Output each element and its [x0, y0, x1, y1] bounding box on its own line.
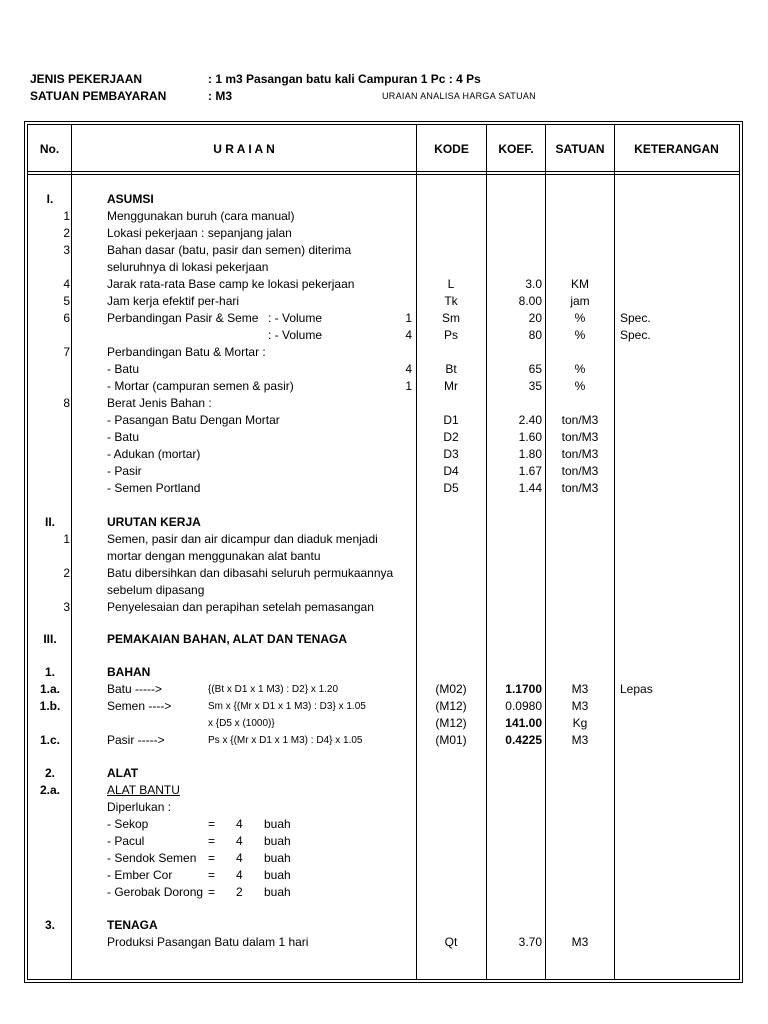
table-row: [0, 446, 768, 463]
row-satuan: jam: [570, 294, 590, 308]
table-row: [0, 765, 768, 782]
row-kode: D5: [443, 481, 459, 495]
row-uraian: Semen ---->: [107, 699, 172, 713]
header-divider: [27, 174, 739, 175]
row-uraian: - Batu: [107, 362, 140, 376]
table-row: [0, 378, 768, 395]
row-uraian: - Pasangan Batu Dengan Mortar: [107, 413, 280, 427]
row-uraian: - Pacul: [107, 834, 145, 848]
row-qty: 4: [236, 868, 243, 882]
row-kode: Tk: [444, 294, 458, 308]
row-uraian: TENAGA: [107, 918, 158, 932]
row-kode: (M12): [435, 699, 467, 713]
row-koef: 0.4225: [505, 733, 542, 747]
table-row: [0, 293, 768, 310]
row-volume-label: : - Volume: [268, 328, 323, 342]
row-volume-label: : - Volume: [268, 311, 323, 325]
row-ratio: 4: [405, 362, 412, 376]
row-uraian: Diperlukan :: [107, 800, 172, 814]
row-no: 6: [63, 311, 70, 325]
row-koef: 1.80: [518, 447, 542, 461]
table-row: [0, 732, 768, 749]
row-uraian: ALAT: [107, 766, 139, 780]
row-no: 1.: [44, 665, 55, 679]
row-uraian: Jam kerja efektif per-hari: [107, 294, 240, 308]
row-qty: 2: [236, 885, 243, 899]
table-row: [0, 833, 768, 850]
row-no: III.: [43, 632, 57, 646]
row-kode: (M02): [435, 682, 467, 696]
table-row: [0, 242, 768, 259]
row-equals: =: [208, 868, 216, 882]
row-uraian: Bahan dasar (batu, pasir dan semen) diterima: [107, 243, 352, 257]
row-kode: (M01): [435, 733, 467, 747]
row-uraian: Pasir ----->: [107, 733, 165, 747]
row-no: 2: [63, 566, 70, 580]
table-row: [0, 850, 768, 867]
row-satuan: %: [574, 311, 586, 325]
row-uraian: - Adukan (mortar): [107, 447, 201, 461]
row-formula: Ps x {(Mr x D1 x 1 M3) : D4} x 1.05: [208, 735, 363, 746]
row-formula: Sm x {(Mr x D1 x 1 M3) : D3} x 1.05: [208, 701, 366, 712]
row-equals: =: [208, 885, 216, 899]
table-row: [0, 917, 768, 934]
jenis-pekerjaan-label: JENIS PEKERJAAN: [30, 72, 143, 86]
row-satuan: M3: [571, 682, 589, 696]
row-koef: 1.67: [518, 464, 542, 478]
table-row: [0, 816, 768, 833]
col-header-satuan: SATUAN: [555, 142, 605, 156]
row-uraian: Semen, pasir dan air dicampur dan diaduk menjadi: [107, 532, 378, 546]
row-unit: buah: [264, 851, 291, 865]
row-no: I.: [46, 192, 54, 206]
row-satuan: M3: [571, 733, 589, 747]
row-qty: 4: [236, 851, 243, 865]
table-row: [0, 681, 768, 698]
row-keterangan: Spec.: [620, 311, 651, 325]
row-koef: 20: [528, 311, 542, 325]
satuan-pembayaran-label: SATUAN PEMBAYARAN: [30, 89, 167, 103]
table-row: [0, 463, 768, 480]
row-satuan: Kg: [572, 716, 588, 730]
row-formula: x {D5 x (1000)}: [208, 718, 275, 729]
row-uraian: Berat Jenis Bahan :: [107, 396, 212, 410]
table-row: [0, 344, 768, 361]
table-row: [0, 631, 768, 648]
row-no: 2: [63, 226, 70, 240]
row-kode: L: [447, 277, 455, 291]
document-subtitle: URAIAN ANALISA HARGA SATUAN: [382, 91, 536, 101]
row-uraian: Jarak rata-rata Base camp ke lokasi pekerjaan: [107, 277, 355, 291]
table-row: [0, 327, 768, 344]
table-row: [0, 884, 768, 901]
table-row: [0, 934, 768, 951]
row-no: II.: [44, 515, 55, 529]
row-equals: =: [208, 851, 216, 865]
row-satuan: KM: [571, 277, 589, 291]
row-satuan: ton/M3: [561, 413, 599, 427]
row-no: 3.: [44, 918, 55, 932]
col-header-kode: KODE: [434, 142, 469, 156]
row-unit: buah: [264, 885, 291, 899]
table-row: [0, 514, 768, 531]
row-uraian: - Sekop: [107, 817, 149, 831]
table-row: [0, 361, 768, 378]
table-row: [0, 664, 768, 681]
row-uraian: URUTAN KERJA: [107, 515, 201, 529]
row-kode: Qt: [444, 935, 458, 949]
row-no: 3: [63, 600, 70, 614]
row-uraian: seluruhnya di lokasi pekerjaan: [107, 260, 269, 274]
row-uraian: ASUMSI: [107, 192, 154, 206]
row-no: 1.b.: [39, 699, 61, 713]
row-no: 8: [63, 396, 70, 410]
row-koef: 1.1700: [505, 682, 542, 696]
row-no: 1: [63, 532, 70, 546]
row-satuan: %: [574, 362, 586, 376]
table-row: [0, 715, 768, 732]
row-uraian: Batu dibersihkan dan dibasahi seluruh permukaannya: [107, 566, 394, 580]
table-row: [0, 225, 768, 242]
row-koef: 2.40: [518, 413, 542, 427]
row-koef: 8.00: [518, 294, 542, 308]
row-kode: Ps: [443, 328, 458, 342]
row-unit: buah: [264, 868, 291, 882]
header-divider: [27, 171, 739, 172]
row-keterangan: Spec.: [620, 328, 651, 342]
table-row: [0, 782, 768, 799]
row-no: 5: [63, 294, 70, 308]
row-satuan: ton/M3: [561, 481, 599, 495]
table-row: [0, 548, 768, 565]
row-ratio: 4: [405, 328, 412, 342]
table-row: [0, 599, 768, 616]
row-uraian: BAHAN: [107, 665, 151, 679]
row-keterangan: Lepas: [620, 682, 653, 696]
row-koef: 1.44: [518, 481, 542, 495]
table-row: [0, 531, 768, 548]
row-uraian: mortar dengan menggunakan alat bantu: [107, 549, 321, 563]
row-no: 4: [63, 277, 70, 291]
row-kode: (M12): [435, 716, 467, 730]
row-qty: 4: [236, 834, 243, 848]
row-uraian: Produksi Pasangan Batu dalam 1 hari: [107, 935, 309, 949]
row-koef: 0.0980: [505, 699, 542, 713]
row-koef: 141.00: [505, 716, 542, 730]
row-uraian: - Sendok Semen: [107, 851, 197, 865]
row-satuan: ton/M3: [561, 430, 599, 444]
row-koef: 3.70: [518, 935, 542, 949]
row-unit: buah: [264, 834, 291, 848]
row-uraian: - Pasir: [107, 464, 142, 478]
row-uraian: PEMAKAIAN BAHAN, ALAT DAN TENAGA: [107, 632, 347, 646]
row-satuan: %: [574, 328, 586, 342]
table-row: [0, 412, 768, 429]
table-row: [0, 480, 768, 497]
row-koef: 3.0: [525, 277, 542, 291]
row-satuan: ton/M3: [561, 464, 599, 478]
row-uraian: - Semen Portland: [107, 481, 201, 495]
row-unit: buah: [264, 817, 291, 831]
row-ratio: 1: [405, 311, 412, 325]
table-row: [0, 191, 768, 208]
row-qty: 4: [236, 817, 243, 831]
table-row: [0, 276, 768, 293]
row-no: 2.a.: [39, 783, 60, 797]
table-row: [0, 259, 768, 276]
row-kode: D2: [443, 430, 459, 444]
satuan-pembayaran-value: : M3: [208, 89, 232, 103]
table-row: [0, 698, 768, 715]
row-kode: D3: [443, 447, 459, 461]
row-uraian: Menggunakan buruh (cara manual): [107, 209, 295, 223]
table-row: [0, 565, 768, 582]
row-kode: Bt: [445, 362, 457, 376]
col-header-no: No.: [39, 142, 60, 156]
row-satuan: ton/M3: [561, 447, 599, 461]
table-row: [0, 395, 768, 412]
row-kode: Mr: [444, 379, 458, 393]
row-kode: Sm: [442, 311, 460, 325]
row-uraian: Lokasi pekerjaan : sepanjang jalan: [107, 226, 292, 240]
table-row: [0, 208, 768, 225]
row-satuan: %: [574, 379, 586, 393]
row-koef: 1.60: [518, 430, 542, 444]
row-equals: =: [208, 817, 216, 831]
row-no: 1: [63, 209, 70, 223]
row-uraian: Perbandingan Pasir & Seme: [107, 311, 259, 325]
row-uraian: Perbandingan Batu & Mortar :: [107, 345, 266, 359]
row-uraian: - Gerobak Dorong: [107, 885, 204, 899]
row-no: 7: [63, 345, 70, 359]
row-satuan: M3: [571, 699, 589, 713]
row-koef: 35: [528, 379, 542, 393]
row-no: 1.a.: [39, 682, 60, 696]
row-uraian: ALAT BANTU: [107, 783, 180, 797]
row-equals: =: [208, 834, 216, 848]
col-header-koef: KOEF.: [498, 142, 534, 156]
table-row: [0, 867, 768, 884]
row-formula: {(Bt x D1 x 1 M3) : D2} x 1.20: [208, 684, 339, 695]
col-header-keterangan: KETERANGAN: [634, 142, 719, 156]
row-uraian: sebelum dipasang: [107, 583, 205, 597]
row-uraian: - Ember Cor: [107, 868, 173, 882]
row-kode: D4: [443, 464, 459, 478]
row-uraian: Batu ----->: [107, 682, 163, 696]
table-row: [0, 582, 768, 599]
row-koef: 80: [528, 328, 542, 342]
row-satuan: M3: [571, 935, 589, 949]
row-koef: 65: [528, 362, 542, 376]
row-no: 1.c.: [39, 733, 60, 747]
row-no: 2.: [44, 766, 55, 780]
row-no: 3: [63, 243, 70, 257]
row-uraian: - Mortar (campuran semen & pasir): [107, 379, 294, 393]
table-row: [0, 310, 768, 327]
col-header-uraian: U R A I A N: [213, 142, 275, 156]
table-row: [0, 799, 768, 816]
table-row: [0, 429, 768, 446]
row-uraian: Penyelesaian dan perapihan setelah pemasangan: [107, 600, 374, 614]
row-uraian: - Batu: [107, 430, 140, 444]
jenis-pekerjaan-value: : 1 m3 Pasangan batu kali Campuran 1 Pc : 4 Ps: [208, 72, 481, 86]
row-kode: D1: [443, 413, 459, 427]
row-ratio: 1: [405, 379, 412, 393]
